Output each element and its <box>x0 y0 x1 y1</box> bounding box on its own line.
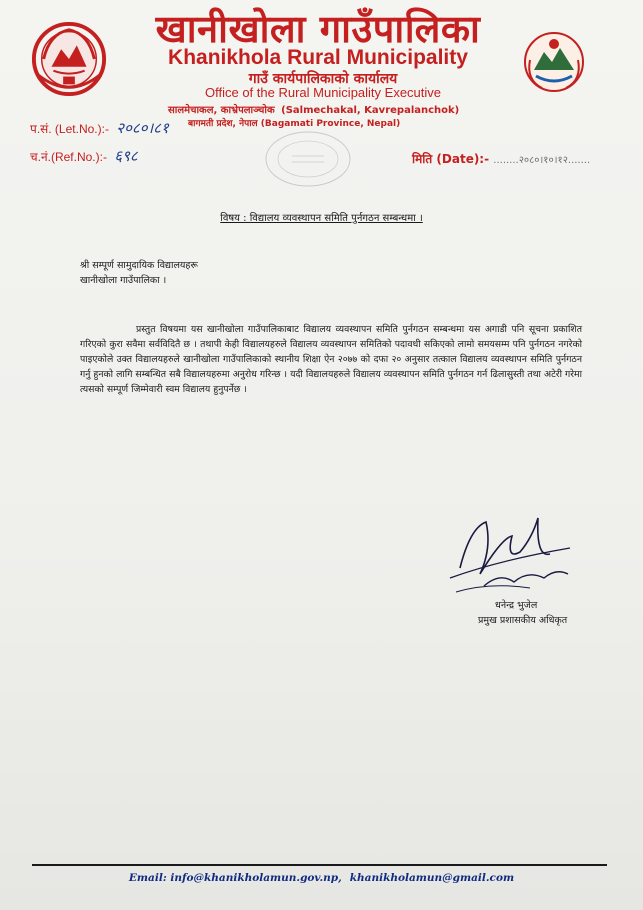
province-np: बागमती प्रदेश, नेपाल <box>188 119 258 129</box>
municipality-name-np: खानीखोला गाउँपालिका <box>155 7 481 51</box>
date-value: ........२०८०।१०।१२....... <box>493 155 591 166</box>
letter-body: प्रस्तुत विषयमा यस खानीखोला गाउँपालिकाबाट विद्यालय व्यवस्थापन समिति पुर्नगठन सम्बन्धमा यस अगाडी पनि सूचना प्रकाशित गरिएको कुरा सवैमा सर्वविदितै छ । तथापी केही विद्यालयहरुले विद्यालय व्यवस्थापन समितिको पदावधी सकिएको लामो समयसम्म पनि पुर्नगठन नगरेको पाइएकोले उक्त विद्यालयहरुले खानीखोला गाउँपालिकाको स्थानीय शिक्षा ऐन २०७७ को दफा २० अनुसार तत्काल विद्यालय व्यवस्थापन समिति पुर्नगठन गर्नु हुनको लागि सम्बन्धित सबै विद्यालयहरुमा अनुरोध गरिन्छ । यदी विद्यालयहरुले विद्यालय व्यवस्थापन समिति पुर्नगठन गर्न ढिलासुस्ती तथा अटेरी गरेमा त्यसको सम्पूर्ण जिम्मेवारी स्वम विद्यालय हुनुपर्नेछ । <box>80 324 582 395</box>
reference-number <box>30 146 138 166</box>
letter-number-value: २०८०।८१ <box>116 119 169 137</box>
letter-number <box>30 118 169 138</box>
date-label: मिति (Date):- <box>412 152 490 166</box>
footer-email-secondary: khanikholamun@gmail.com <box>349 872 515 884</box>
address-en: (Salmechakal, Kavrepalanchok) <box>281 105 460 116</box>
office-stamp-icon <box>262 128 354 190</box>
office-name-np: गाउँ कार्यपालिकाको कार्यालय <box>248 71 398 87</box>
reference-number-value: ६९८ <box>114 147 138 165</box>
footer-divider <box>32 864 607 866</box>
letter-subject <box>0 210 643 224</box>
address-np: सालमेचाकल, काभ्रेपलाञ्चोक <box>168 105 275 116</box>
letter-date <box>412 150 590 167</box>
recipient-block <box>80 258 198 288</box>
signatory-name: धनेन्द्र भुजेल <box>495 600 538 611</box>
nepal-emblem-icon <box>30 20 108 98</box>
recipient-line-1: श्री सम्पूर्ण सामुदायिक विद्यालयहरू <box>80 260 198 271</box>
reference-number-label: च.नं.(Ref.No.):- <box>30 150 107 164</box>
province-en: (Bagamati Province, Nepal) <box>260 119 401 129</box>
office-name-en: Office of the Rural Municipality Executive <box>204 85 442 100</box>
letter-number-label: प.सं. (Let.No.):- <box>30 122 109 136</box>
municipality-name-en: Khanikhola Rural Municipality <box>168 46 468 69</box>
recipient-line-2: खानीखोला गाउँपालिका । <box>80 275 167 286</box>
handwritten-signature-icon <box>440 508 580 600</box>
address <box>168 102 528 116</box>
footer-email-primary: Email: info@khanikholamun.gov.np, <box>128 872 342 884</box>
footer-contact <box>0 872 643 884</box>
municipality-logo-icon <box>522 30 586 94</box>
subject-text: विषय : विद्यालय व्यवस्थापन समिति पुर्नगठन सम्बन्धमा । <box>220 213 423 224</box>
signatory-title: प्रमुख प्रशासकीय अधिकृत <box>478 615 568 626</box>
